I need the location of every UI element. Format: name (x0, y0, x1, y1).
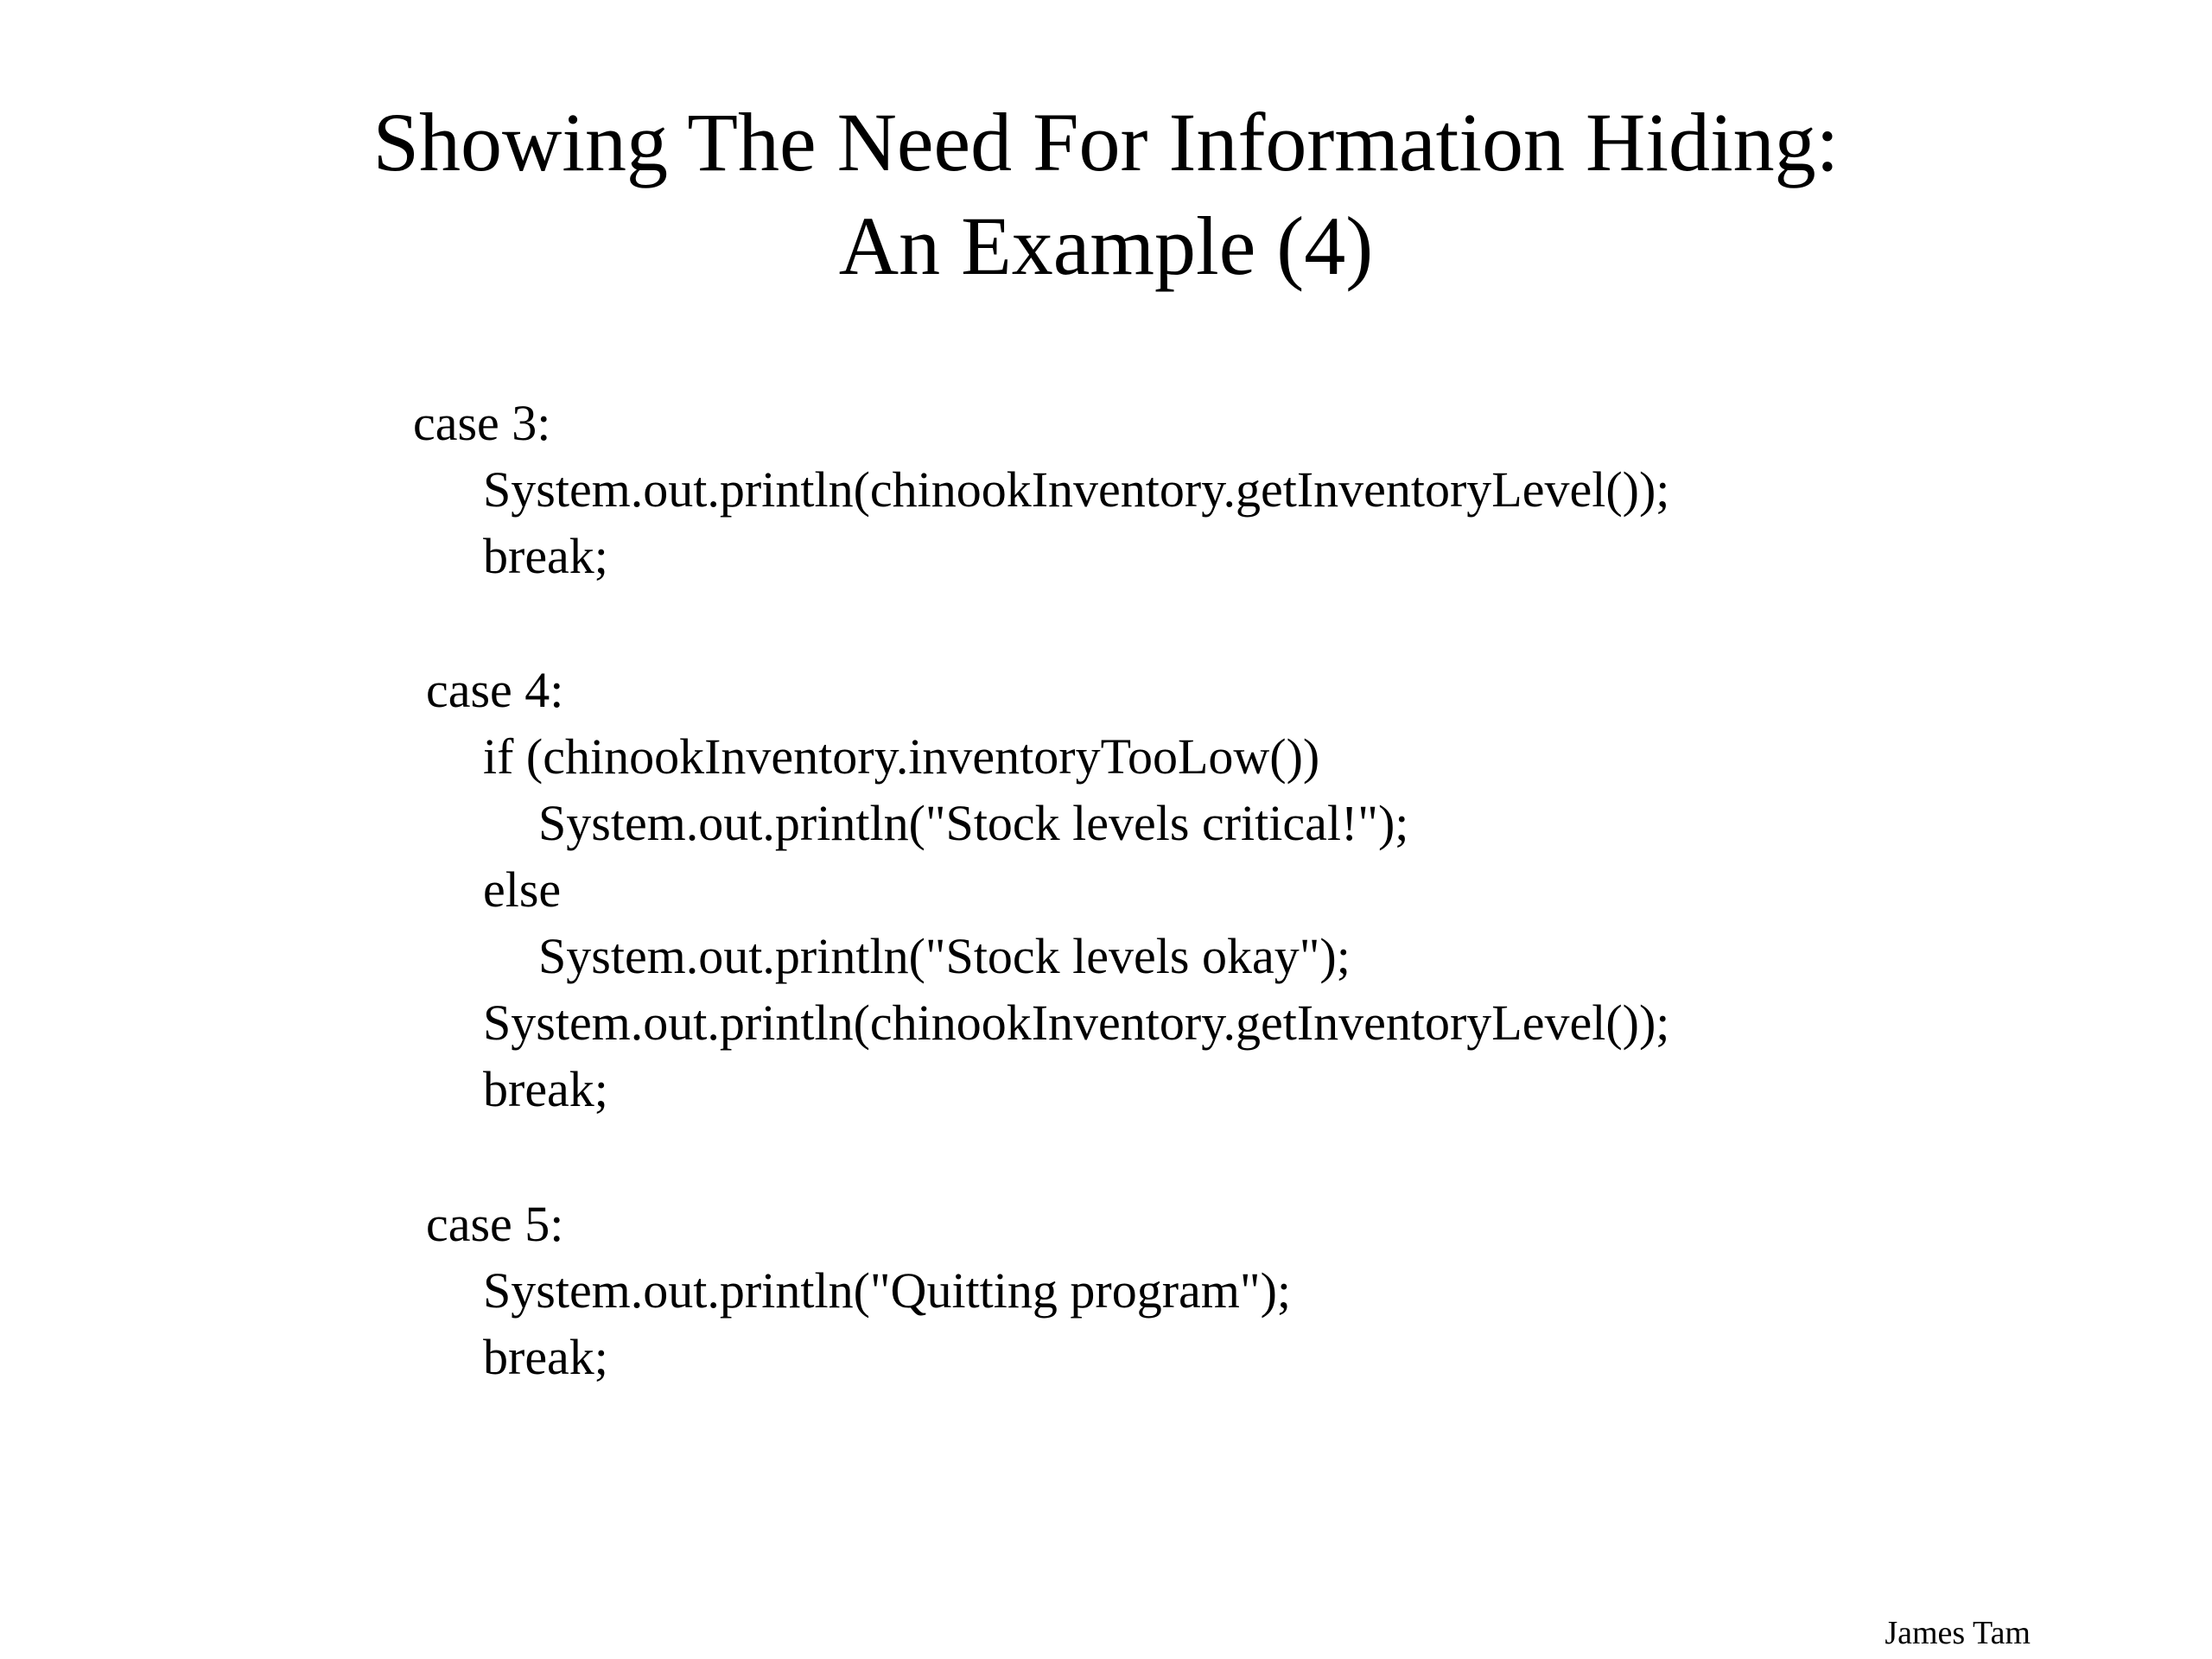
code-line-case-4: case 4: (426, 662, 564, 718)
slide-title-line-2: An Example (4) (838, 200, 1374, 292)
code-line: System.out.println("Stock levels okay"); (538, 928, 1351, 984)
code-line: System.out.println("Stock levels critical!"); (538, 795, 1409, 851)
code-line: break; (483, 1061, 608, 1117)
code-line: System.out.println(chinookInventory.getInventoryLevel()); (483, 995, 1670, 1051)
slide-title-line-1: Showing The Need For Information Hiding: (372, 96, 1840, 188)
code-line: if (chinookInventory.inventoryTooLow()) (483, 728, 1320, 785)
code-line-case-5: case 5: (426, 1196, 564, 1252)
code-line: else (483, 861, 562, 918)
code-line: break; (483, 1329, 608, 1385)
author-footer: James Tam (1885, 1615, 2031, 1651)
code-line: break; (483, 528, 608, 584)
code-line: System.out.println("Quitting program"); (483, 1262, 1291, 1319)
code-line: System.out.println(chinookInventory.getInventoryLevel()); (483, 461, 1670, 518)
code-line-case-3: case 3: (413, 395, 551, 451)
